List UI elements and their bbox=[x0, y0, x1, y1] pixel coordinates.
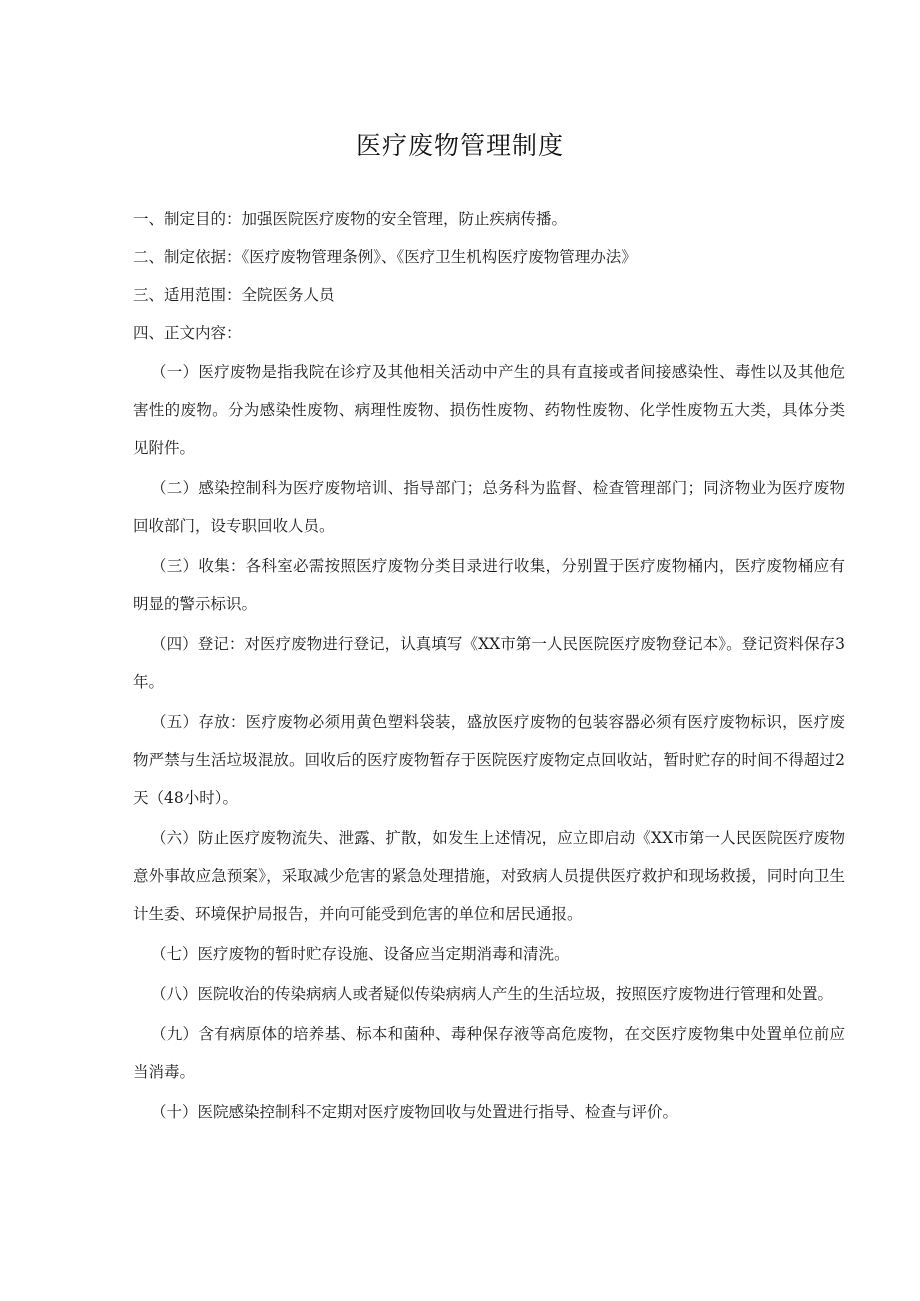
section-content-heading: 四、正文内容： bbox=[133, 324, 242, 342]
section-purpose: 一、制定目的：加强医院医疗废物的安全管理，防止疾病传播。 bbox=[133, 210, 568, 228]
document-body bbox=[133, 200, 845, 1131]
section-basis: 二、制定依据：《医疗废物管理条例》、《医疗卫生机构医疗废物管理办法》 bbox=[133, 248, 637, 266]
paragraph-3: （三）收集：各科室必需按照医疗废物分类目录进行收集，分别置于医疗废物桶内，医疗废物桶应有明显的警示标识。 bbox=[133, 557, 845, 613]
paragraph-7: （七）医疗废物的暂时贮存设施、设备应当定期消毒和清洗。 bbox=[151, 945, 570, 963]
paragraph-6: （六）防止医疗废物流失、泄露、扩散，如发生上述情况，应立即启动《XX市第一人民医院医疗废物意外事故应急预案》，采取减少危害的紧急处理措施，对致病人员提供医疗救护和现场救援，同时向卫生计生委、环境保护局报告，并向可能受到危害的单位和居民通报。 bbox=[133, 829, 845, 923]
paragraph-2: （二）感染控制科为医疗废物培训、指导部门；总务科为监督、检查管理部门；同济物业为医疗废物回收部门，设专职回收人员。 bbox=[133, 479, 845, 535]
paragraph-9: （九）含有病原体的培养基、标本和菌种、毒种保存液等高危废物，在交医疗废物集中处置单位前应当消毒。 bbox=[133, 1025, 845, 1081]
section-scope: 三、适用范围：全院医务人员 bbox=[133, 286, 335, 304]
page-title: 医疗废物管理制度 bbox=[355, 131, 564, 160]
paragraph-10: （十）医院感染控制科不定期对医疗废物回收与处置进行指导、检查与评价。 bbox=[151, 1103, 679, 1121]
paragraph-4: （四）登记：对医疗废物进行登记，认真填写《XX市第一人民医院医疗废物登记本》。登记资料保存3年。 bbox=[133, 635, 845, 691]
paragraph-8: （八）医院收治的传染病病人或者疑似传染病病人产生的生活垃圾，按照医疗废物进行管理和处置。 bbox=[151, 985, 834, 1003]
paragraph-5: （五）存放：医疗废物必须用黄色塑料袋装，盛放医疗废物的包装容器必须有医疗废物标识，医疗废物严禁与生活垃圾混放。回收后的医疗废物暂存于医院医疗废物定点回收站，暂时贮存的时间不得超过2天（48小时）。 bbox=[133, 713, 845, 807]
paragraph-1: （一）医疗废物是指我院在诊疗及其他相关活动中产生的具有直接或者间接感染性、毒性以及其他危害性的废物。分为感染性废物、病理性废物、损伤性废物、药物性废物、化学性废物五大类，具体分类见附件。 bbox=[133, 363, 845, 457]
